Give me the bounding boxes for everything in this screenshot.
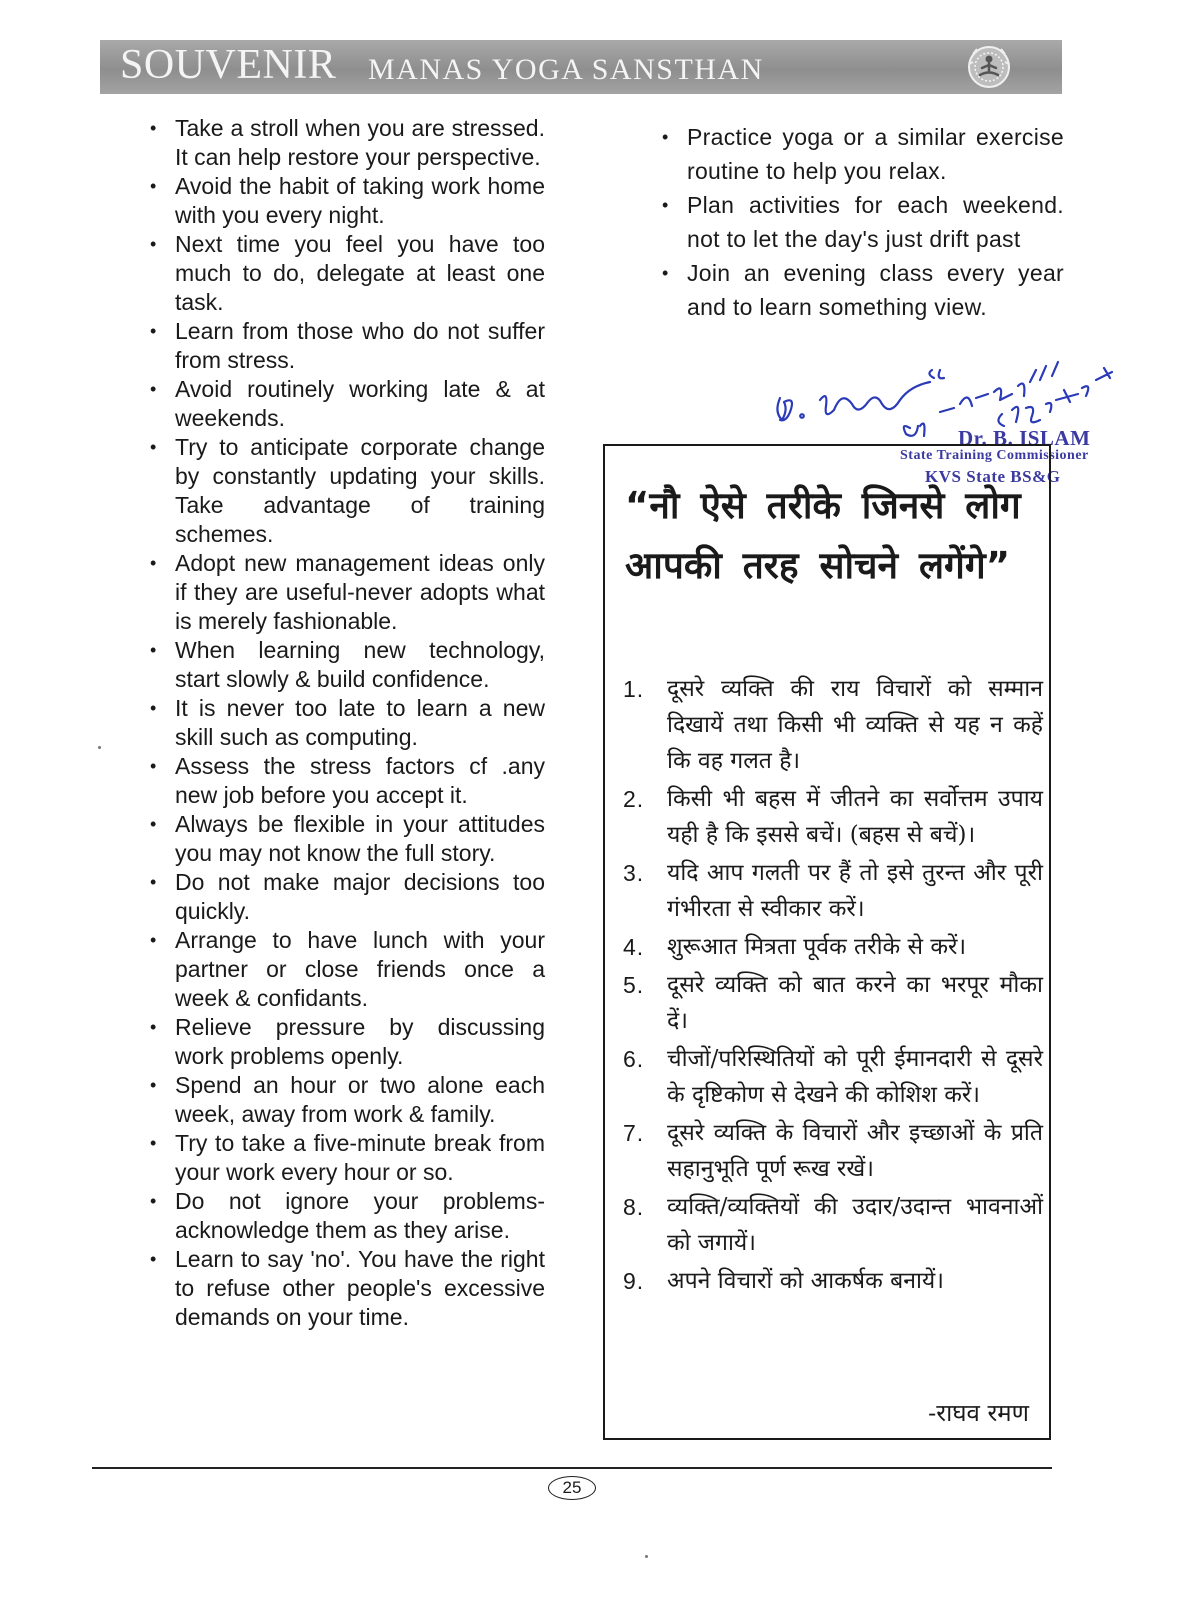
header-banner bbox=[100, 40, 1062, 94]
hindi-tip-item bbox=[623, 1189, 1043, 1261]
tip-item: • Adopt new management ideas only if they are useful-never adopts what is merely fashionable. bbox=[150, 549, 545, 636]
tip-item: • Take a stroll when you are stressed. It can help restore your perspective. bbox=[150, 114, 545, 172]
author-name: -राघव रमण bbox=[928, 1399, 1029, 1427]
tip-item: • Learn from those who do not suffer from stress. bbox=[150, 317, 545, 375]
yoga-emblem-icon bbox=[965, 44, 1013, 90]
tip-item: • Relieve pressure by discussing work problems openly. bbox=[150, 1013, 545, 1071]
tip-item: • Always be flexible in your attitudes you may not know the full story. bbox=[150, 810, 545, 868]
right-tips-list bbox=[662, 120, 1064, 324]
tip-item: • Plan activities for each weekend. not to let the day's just drift past bbox=[662, 188, 1064, 256]
tip-number: 1. bbox=[623, 676, 645, 702]
stamp-name: Dr. B. ISLAM bbox=[958, 426, 1091, 450]
tip-number: 6. bbox=[623, 1046, 645, 1072]
hindi-tip-item bbox=[623, 967, 1043, 1039]
tip-number: 5. bbox=[623, 972, 645, 998]
tip-text: दूसरे व्यक्ति के विचारों और इच्छाओं के प्रति सहानुभूति पूर्ण रूख रखें। bbox=[667, 1120, 1043, 1182]
tip-text: अपने विचारों को आकर्षक बनायें। bbox=[667, 1268, 944, 1294]
stamp-organization: KVS State BS&G bbox=[925, 467, 1061, 486]
tip-number: 9. bbox=[623, 1268, 645, 1294]
tip-number: 2. bbox=[623, 786, 645, 812]
hindi-tip-item bbox=[623, 855, 1043, 927]
tip-text: दूसरे व्यक्ति की राय विचारों को सम्मान दिखायें तथा किसी भी व्यक्ति से यह न कहें कि वह गलत है। bbox=[667, 676, 1043, 774]
tip-text: दूसरे व्यक्ति को बात करने का भरपूर मौका दें। bbox=[667, 972, 1043, 1034]
tip-item: • Avoid routinely working late & at weekends. bbox=[150, 375, 545, 433]
scan-speck bbox=[645, 1555, 648, 1558]
page-number: 25 bbox=[548, 1476, 596, 1500]
hindi-tip-item bbox=[623, 781, 1043, 853]
scan-speck bbox=[98, 746, 101, 749]
tip-item: • Do not make major decisions too quickly. bbox=[150, 868, 545, 926]
right-tips-column bbox=[662, 120, 1064, 324]
tip-text: शुरूआत मित्रता पूर्वक तरीके से करें। bbox=[667, 934, 967, 960]
tip-item: • Avoid the habit of taking work home with you every night. bbox=[150, 172, 545, 230]
souvenir-title: SOUVENIR bbox=[120, 42, 337, 88]
box-title: “नौ ऐसे तरीके जिनसे लोग आपकी तरह सोचने लगेंगे” bbox=[625, 484, 1021, 587]
tip-text: किसी भी बहस में जीतने का सर्वोत्तम उपाय यही है कि इससे बचें। (बहस से बचें)। bbox=[667, 786, 1043, 848]
tip-text: चीजों/परिस्थितियों को पूरी ईमानदारी से दूसरे के दृष्टिकोण से देखने की कोशिश करें। bbox=[667, 1046, 1043, 1108]
stamp-designation: State Training Commissioner bbox=[900, 448, 1089, 463]
tip-item: • Try to anticipate corporate change by constantly updating your skills. Take advantage of training schemes. bbox=[150, 433, 545, 549]
tip-number: 4. bbox=[623, 934, 645, 960]
hindi-tip-item bbox=[623, 1041, 1043, 1113]
hindi-tips-list bbox=[623, 671, 1043, 1301]
hindi-tip-item bbox=[623, 1115, 1043, 1187]
hindi-tip-item bbox=[623, 1263, 1043, 1299]
tip-item: • Learn to say 'no'. You have the right to refuse other people's excessive demands on your time. bbox=[150, 1245, 545, 1332]
tip-number: 7. bbox=[623, 1120, 645, 1146]
hindi-tip-item bbox=[623, 929, 1043, 965]
tip-text: यदि आप गलती पर हैं तो इसे तुरन्त और पूरी गंभीरता से स्वीकार करें। bbox=[667, 860, 1043, 922]
tip-number: 8. bbox=[623, 1194, 645, 1220]
tip-item: • Spend an hour or two alone each week, away from work & family. bbox=[150, 1071, 545, 1129]
tip-item: • When learning new technology, start slowly & build confidence. bbox=[150, 636, 545, 694]
tip-text: व्यक्ति/व्यक्तियों की उदार/उदान्त भावनाओं को जगायें। bbox=[667, 1194, 1043, 1256]
tip-item: • Try to take a five-minute break from your work every hour or so. bbox=[150, 1129, 545, 1187]
tip-number: 3. bbox=[623, 860, 645, 886]
organization-name: MANAS YOGA SANSTHAN bbox=[368, 53, 764, 86]
tip-item: • Join an evening class every year and to learn something view. bbox=[662, 256, 1064, 324]
tip-item: • Next time you feel you have too much to do, delegate at least one task. bbox=[150, 230, 545, 317]
footer-divider bbox=[92, 1467, 1052, 1469]
tip-item: • Assess the stress factors cf .any new job before you accept it. bbox=[150, 752, 545, 810]
tip-item: • Practice yoga or a similar exercise routine to help you relax. bbox=[662, 120, 1064, 188]
left-tips-list bbox=[150, 114, 545, 1332]
tip-item: • It is never too late to learn a new skill such as computing. bbox=[150, 694, 545, 752]
left-tips-column bbox=[150, 114, 545, 1332]
tip-item: • Do not ignore your problems-acknowledge them as they arise. bbox=[150, 1187, 545, 1245]
tip-item: • Arrange to have lunch with your partner or close friends once a week & confidants. bbox=[150, 926, 545, 1013]
hindi-tips-box bbox=[603, 444, 1051, 1440]
hindi-tip-item bbox=[623, 671, 1043, 779]
